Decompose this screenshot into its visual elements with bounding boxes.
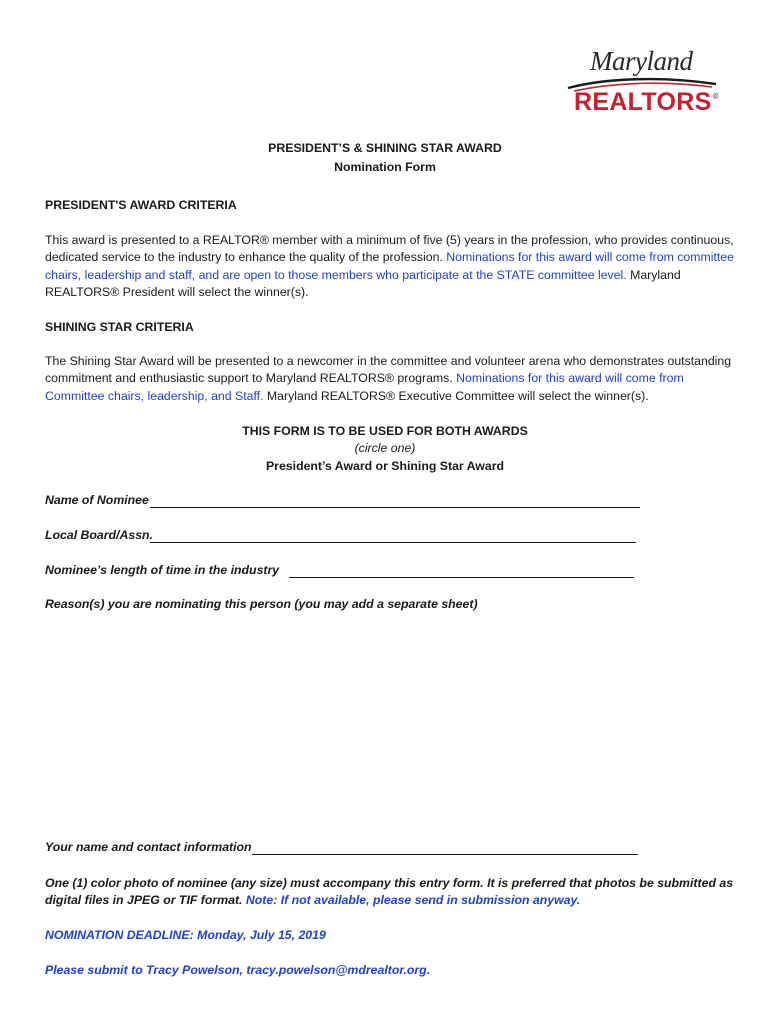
form-title: PRESIDENT’S & SHINING STAR AWARD — [268, 141, 502, 155]
logo-script-text: Maryland — [590, 46, 693, 76]
photo-requirement-text: One (1) color photo of nominee (any size) must accompany this entry form. It is preferred that photos be submitted as digital files in JPEG or TIF format. — [45, 876, 734, 908]
shining-star-text: The Shining Star Award will be presented to a newcomer in the committee and volunteer arena who demonstrates outstanding commitment and enthusiastic support to Maryland REALTORS® programs. — [45, 354, 732, 386]
contact-info-label: Your name and contact information — [45, 840, 252, 854]
local-board-field[interactable] — [150, 542, 636, 543]
shining-star-nomination-note: Nominations for this award will come from Committee chairs, leadership, and Staff. — [45, 371, 684, 403]
nominee-name-label: Name of Nominee — [45, 493, 149, 507]
form-usage-notice: THIS FORM IS TO BE USED FOR BOTH AWARDS — [242, 424, 528, 438]
nomination-reasons-area[interactable] — [45, 620, 735, 830]
award-choice-line[interactable]: President’s Award or Shining Star Award — [265, 459, 505, 473]
maryland-realtors-logo — [566, 46, 718, 118]
length-in-industry-label: Nominee’s length of time in the industry — [45, 563, 280, 577]
form-subtitle: Nomination Form — [334, 160, 436, 174]
presidents-nomination-note: Nominations for this award will come from committee chairs, leadership and staff, and are open to those members who participate at the STATE committee level. — [45, 250, 734, 282]
shining-star-paragraph — [45, 353, 735, 405]
presidents-text: This award is presented to a REALTOR® member with a minimum of five (5) years in the profession, who provides continuous, dedicated service to the industry to enhance the quality of the profession. — [45, 233, 734, 265]
local-board-label: Local Board/Assn. — [45, 528, 153, 542]
nominee-name-field[interactable] — [150, 507, 640, 508]
presidents-criteria-heading: PRESIDENT'S AWARD CRITERIA — [45, 198, 237, 212]
circle-one-instruction: (circle one) — [354, 441, 416, 455]
contact-info-field[interactable] — [252, 854, 638, 855]
nomination-deadline: NOMINATION DEADLINE: Monday, July 15, 2019 — [45, 928, 326, 942]
nomination-reasons-label: Reason(s) you are nominating this person (you may add a separate sheet) — [45, 597, 478, 611]
submission-contact[interactable]: Please submit to Tracy Powelson, tracy.powelson@mdrealtor.org. — [45, 963, 431, 977]
logo-wordmark — [574, 88, 718, 117]
photo-requirement-paragraph — [45, 875, 735, 910]
photo-note-text: Note: If not available, please send in submission anyway. — [245, 893, 581, 908]
logo-registered-mark: ® — [712, 92, 719, 101]
presidents-selection-text: Maryland REALTORS® President will select the winner(s). — [45, 267, 681, 300]
logo-word-text: REALTORS — [574, 88, 712, 116]
shining-star-criteria-heading: SHINING STAR CRITERIA — [45, 320, 194, 334]
shining-star-selection-text: Maryland REALTORS® Executive Committee will select the winner(s). — [263, 388, 649, 403]
length-in-industry-field[interactable] — [289, 577, 634, 578]
presidents-criteria-paragraph — [45, 232, 735, 302]
